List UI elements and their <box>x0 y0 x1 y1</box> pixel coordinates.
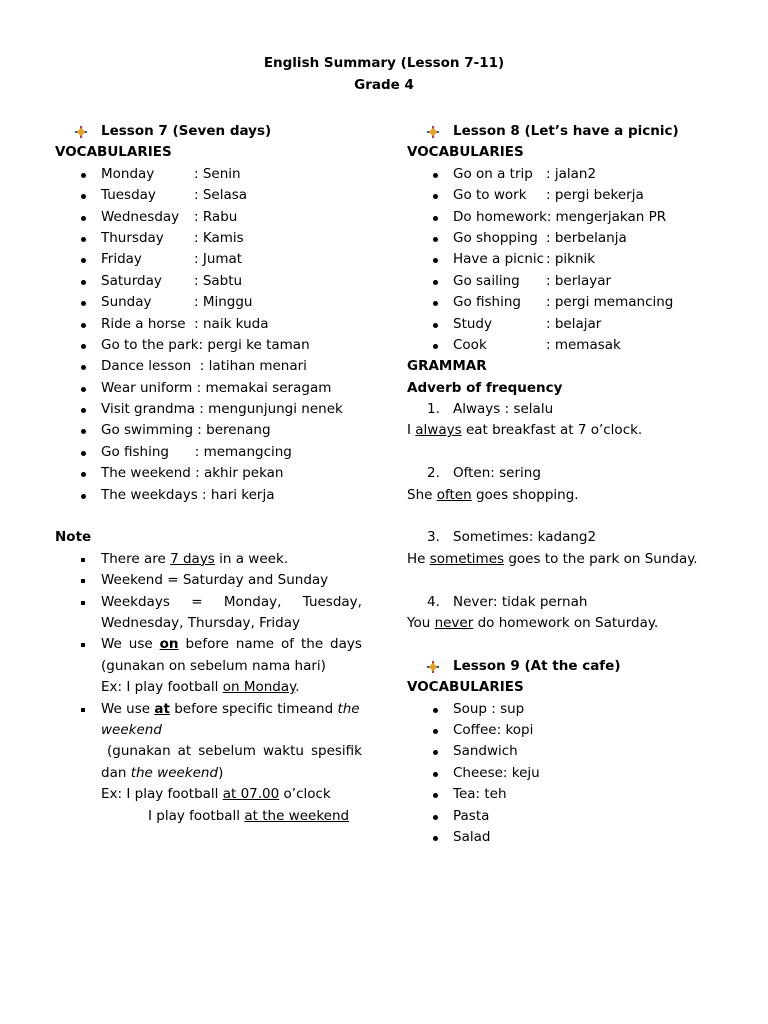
list-item: Go sailing : berlayar <box>407 271 727 292</box>
note-item: Weekend = Saturday and Sunday <box>55 570 362 591</box>
document-header <box>0 52 768 96</box>
star-bullet-icon <box>427 661 439 673</box>
list-item: Salad <box>407 827 727 848</box>
list-item: Monday : Senin <box>55 164 362 185</box>
list-item: Go shopping : berbelanja <box>407 228 727 249</box>
note-example: Ex: I play football at 07.00 o’clock <box>101 786 331 803</box>
note-item: There are 7 days in a week. <box>55 549 362 570</box>
list-item: Ride a horse : naik kuda <box>55 314 362 335</box>
list-item: Saturday : Sabtu <box>55 271 362 292</box>
note-item: We use on before name of the days <box>55 634 362 655</box>
adverb-example: She often goes shopping. <box>407 486 579 503</box>
list-item: Go fishing : memangcing <box>55 442 362 463</box>
note-label: Note <box>55 529 92 546</box>
vocab-label: VOCABULARIES <box>407 679 524 696</box>
list-item: Wednesday : Rabu <box>55 207 362 228</box>
list-item: Have a picnic : piknik <box>407 249 727 270</box>
note-continuation: Wednesday, Thursday, Friday <box>101 614 301 631</box>
note-continuation: dan the weekend) <box>101 764 224 781</box>
list-item: Tea: teh <box>407 784 727 805</box>
adverb-example: He sometimes goes to the park on Sunday. <box>407 550 698 567</box>
grammar-label: GRAMMAR <box>407 358 487 375</box>
list-item: Visit grandma : mengunjungi nenek <box>55 399 362 420</box>
adverb-term: 3. Sometimes: kadang2 <box>427 529 597 546</box>
list-item: Sunday : Minggu <box>55 292 362 313</box>
note-example: I play football at the weekend <box>148 807 350 824</box>
adverb-term: 4. Never: tidak pernah <box>427 593 588 610</box>
right-column <box>407 121 727 848</box>
list-item: Sandwich <box>407 741 727 762</box>
list-item: Dance lesson : latihan menari <box>55 356 362 377</box>
adverb-example: You never do homework on Saturday. <box>407 614 659 631</box>
list-item: Study : belajar <box>407 314 727 335</box>
list-item: Cook : memasak <box>407 335 727 356</box>
list-item: Go swimming : berenang <box>55 420 362 441</box>
list-item: Cheese: keju <box>407 763 727 784</box>
list-item: Go on a trip : jalan2 <box>407 164 727 185</box>
adverb-example: I always eat breakfast at 7 o’clock. <box>407 422 643 439</box>
lesson-7-heading: Lesson 7 (Seven days) <box>55 121 362 142</box>
list-item: The weekend : akhir pekan <box>55 463 362 484</box>
list-item: Wear uniform : memakai seragam <box>55 378 362 399</box>
list-item: Tuesday : Selasa <box>55 185 362 206</box>
list-item: Do homework: mengerjakan PR <box>407 207 727 228</box>
note-item: We use at before specific timeand the <box>55 699 362 720</box>
note-example: Ex: I play football on Monday. <box>101 679 300 696</box>
star-bullet-icon <box>75 126 87 138</box>
note-item: Weekdays = Monday, Tuesday, <box>55 592 362 613</box>
list-item: Coffee: kopi <box>407 720 727 741</box>
vocab-label: VOCABULARIES <box>407 144 524 161</box>
star-bullet-icon <box>427 126 439 138</box>
document-grade: Grade 4 <box>354 77 414 93</box>
note-continuation: weekend <box>101 721 162 738</box>
vocab-label: VOCABULARIES <box>55 144 172 161</box>
adverb-label: Adverb of frequency <box>407 379 563 396</box>
note-continuation: (gunakan on sebelum nama hari) <box>101 657 326 674</box>
list-item: Thursday : Kamis <box>55 228 362 249</box>
list-item: Soup : sup <box>407 699 727 720</box>
list-item: Go to the park: pergi ke taman <box>55 335 362 356</box>
note-continuation: (gunakan at sebelum waktu spesifik <box>107 743 362 760</box>
lesson-9-heading: Lesson 9 (At the cafe) <box>407 656 727 677</box>
left-column <box>55 121 362 827</box>
list-item: Friday : Jumat <box>55 249 362 270</box>
list-item: The weekdays : hari kerja <box>55 485 362 506</box>
adverb-term: 2. Often: sering <box>427 465 541 482</box>
lesson-8-heading: Lesson 8 (Let’s have a picnic) <box>407 121 727 142</box>
adverb-term: 1. Always : selalu <box>427 401 554 418</box>
document-title: English Summary (Lesson 7-11) <box>263 55 505 71</box>
list-item: Go fishing : pergi memancing <box>407 292 727 313</box>
list-item: Pasta <box>407 806 727 827</box>
list-item: Go to work : pergi bekerja <box>407 185 727 206</box>
